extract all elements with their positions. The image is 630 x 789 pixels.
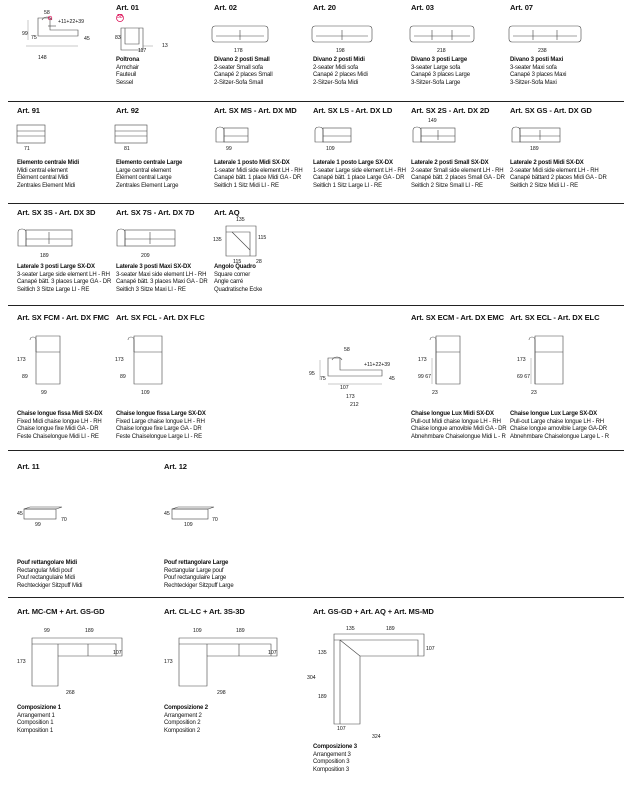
dim-label: 298 xyxy=(217,690,226,696)
dim-label: 75 xyxy=(31,35,37,41)
sofa-diagram xyxy=(310,24,374,46)
dim-label: 38 xyxy=(117,14,123,20)
dim-label: 71 xyxy=(24,146,30,152)
dim-label: 198 xyxy=(336,48,345,54)
dim-label: 89 xyxy=(22,374,28,380)
dim-label: 45 xyxy=(389,376,395,382)
item-description: Chaise longue Lux Midi SX-DX Pull-out Midi chaise longue LH - RH Chaise longue amovible Midi GA - DR Abnehmbare Chaiselongue Midi L - R xyxy=(411,411,507,440)
dim-label: 70 xyxy=(212,517,218,523)
item-description: Chaise longue Lux Large SX-DX Pull-out Large chaise longue LH - RH Chaise longue amovible Large GA-DR Abnehmbare Chaiselongue Large L - R xyxy=(510,411,609,440)
dim-label: 135 xyxy=(318,650,327,656)
item-title: Art. SX FCL - Art. DX FLC xyxy=(116,313,205,322)
item-title: Art. AQ xyxy=(214,208,240,217)
dim-label: 135 xyxy=(236,217,245,223)
dim-label: 135 xyxy=(346,626,355,632)
dim-label: 149 xyxy=(428,118,437,124)
dim-label: 45 xyxy=(17,511,23,517)
dim-label: 107 xyxy=(268,650,277,656)
dim-label: 189 xyxy=(40,253,49,259)
chaise-longue-diagram xyxy=(28,334,68,392)
dim-label: 58 xyxy=(44,10,50,16)
separator xyxy=(8,203,624,204)
dim-label: 99 xyxy=(41,390,47,396)
dim-label: 178 xyxy=(234,48,243,54)
dim-label: 109 xyxy=(193,628,202,634)
side-element-diagram xyxy=(313,124,357,146)
dim-label: 148 xyxy=(38,55,47,61)
dim-label: 107 xyxy=(340,385,349,391)
sofa-diagram xyxy=(408,24,478,46)
dim-label: 115 xyxy=(258,235,267,241)
item-title: Art. 03 xyxy=(411,3,434,12)
item-description: Laterale 3 posti Maxi SX-DX 3-seater Maxi side element LH - RH Canapé bätt. 3 places Maxi GA - DR Seitlich 3 Sitze Maxi LI - RE xyxy=(116,264,208,293)
dim-label: 45 xyxy=(164,511,170,517)
pullout-chaise-diagram xyxy=(527,334,571,392)
item-title: Art. 11 xyxy=(17,462,40,471)
dim-label: 218 xyxy=(437,48,446,54)
dim-label: 28 xyxy=(256,259,262,265)
dim-label: 13 xyxy=(162,43,168,49)
dim-label: 58 xyxy=(344,347,350,353)
dim-label: 304 xyxy=(307,675,316,681)
dim-label: 173 xyxy=(164,659,173,665)
dim-label: 45 xyxy=(84,36,90,42)
dim-label: 173 xyxy=(346,394,355,400)
chaise-longue-diagram xyxy=(126,334,170,392)
dim-label: 189 xyxy=(318,694,327,700)
item-title: Art. SX ECM - Art. DX EMC xyxy=(411,313,504,322)
item-description: Laterale 1 posto Midi SX-DX 1-seater Midi side element LH - RH Canapé bätt. 1 place Midi GA - DR Seitlich 1 Sitz Midi LI - RE xyxy=(214,160,303,189)
item-title: Art. 07 xyxy=(510,3,533,12)
separator xyxy=(8,101,624,102)
dim-label: 99 xyxy=(35,522,41,528)
dim-label: 107 xyxy=(426,646,435,652)
square-corner-diagram xyxy=(224,224,267,264)
item-title: Art. SX FCM - Art. DX FMC xyxy=(17,313,110,322)
item-description: Angolo Quadro Square corner Angle carré Quadratische Ecke xyxy=(214,264,263,293)
side-element-diagram xyxy=(214,124,254,146)
item-description: Elemento centrale Large Large central element Élément central Large Zentrales Element Large xyxy=(116,160,183,189)
item-title: Art. 91 xyxy=(17,106,40,115)
central-element-diagram xyxy=(16,124,50,146)
side-element-diagram xyxy=(16,226,76,250)
item-description: Composizione 1 Arrangement 1 Composition 1 Komposition 1 xyxy=(17,705,61,734)
dim-label: +11+22+39 xyxy=(364,362,391,368)
central-element-diagram xyxy=(114,124,150,146)
item-description: Laterale 1 posto Large SX-DX 1-seater Large side element LH - RH Canapé bätt. 1 place Large GA - DR Seitlich 1 Sitz Large LI - RE xyxy=(313,160,406,189)
item-description: Pouf rettangolare Midi Rectangular Midi pouf Pouf rectangulaire Midi Rechteckiger Sitzpuff Midi xyxy=(17,560,83,589)
item-description: Elemento centrale Midi Midi central element Élément central Midi Zentrales Element Midi xyxy=(17,160,80,189)
dim-label: 89 xyxy=(120,374,126,380)
item-description: Chaise longue fissa Large SX-DX Fixed Large chaise longue LH - RH Chaise longue fixe Large GA - DR Feste Chaiselongue Large LI - RE xyxy=(116,411,206,440)
composition-diagram xyxy=(28,634,128,692)
dim-label: +11+22+39 xyxy=(58,19,85,25)
dim-label: 99 67 xyxy=(418,374,431,380)
item-description: Poltrona Armchair Fauteuil Sessel xyxy=(116,57,140,86)
pullout-chaise-diagram xyxy=(428,334,468,392)
item-title: Art. SX ECL - Art. DX ELC xyxy=(510,313,600,322)
item-description: Laterale 2 posti Midi SX-DX 2-seater Midi side element LH - RH Canapé bättard 2 places Midi GA - DR Seitlich 2 Sitze Midi LI - RE xyxy=(510,160,607,189)
sofa-diagram xyxy=(507,24,583,46)
item-title: Art. GS-GD + Art. AQ + Art. MS-MD xyxy=(313,607,434,616)
dim-label: 189 xyxy=(85,628,94,634)
dim-label: 107 xyxy=(113,650,122,656)
dim-label: 189 xyxy=(530,146,539,152)
dim-label: 99 xyxy=(44,628,50,634)
dim-label: 189 xyxy=(386,626,395,632)
dim-label: 209 xyxy=(141,253,150,259)
item-title: Art. CL-LC + Art. 3S-3D xyxy=(164,607,245,616)
dim-label: 109 xyxy=(184,522,193,528)
item-title: Art. 92 xyxy=(116,106,139,115)
side-element-diagram xyxy=(411,124,461,146)
item-description: Laterale 2 posti Small SX-DX 2-seater Small side element LH - RH Canapé bätt. 2 places Small GA - DR Seitlich 2 Sitze Small LI - RE xyxy=(411,160,505,189)
item-title: Art. SX LS - Art. DX LD xyxy=(313,106,393,115)
dim-label: 109 xyxy=(141,390,150,396)
separator xyxy=(8,305,624,306)
item-title: Art. 12 xyxy=(164,462,187,471)
item-description: Pouf rettangolare Large Rectangular Large pouf Pouf rectangulaire Large Rechteckiger Sitzpuff Large xyxy=(164,560,234,589)
pouf-diagram xyxy=(170,505,218,523)
item-description: Divano 2 posti Midi 2-seater Midi sofa Canapé 2 places Midi 2-Sitzer-Sofa Midi xyxy=(313,57,368,86)
dim-label: 324 xyxy=(372,734,381,740)
item-title: Art. SX MS - Art. DX MD xyxy=(214,106,297,115)
dim-label: 23 xyxy=(531,390,537,396)
item-title: Art. 20 xyxy=(313,3,336,12)
item-description: Divano 2 posti Small 2-seater Small sofa Canapé 2 places Small 2-Sitzer-Sofa Small xyxy=(214,57,273,86)
dim-label: 173 xyxy=(17,357,26,363)
dim-label: 107 xyxy=(337,726,346,732)
side-element-diagram xyxy=(115,226,179,250)
item-description: Laterale 3 posti Large SX-DX 3-seater Large side element LH - RH Canapé bätt. 3 places Large GA - DR Seitlich 3 Sitze Large LI - RE xyxy=(17,264,112,293)
dim-label: 69 67 xyxy=(517,374,530,380)
separator xyxy=(8,597,624,598)
dim-label: 75 xyxy=(320,376,326,382)
item-title: Art. SX 7S - Art. DX 7D xyxy=(116,208,195,217)
dim-label: 83 xyxy=(115,35,121,41)
dim-label: 115 xyxy=(233,259,242,265)
item-title: Art. MC-CM + Art. GS-GD xyxy=(17,607,105,616)
composition-diagram xyxy=(175,634,283,692)
dim-label: 173 xyxy=(517,357,526,363)
side-element-diagram xyxy=(510,124,566,146)
dim-label: 95 xyxy=(309,371,315,377)
item-title: Art. SX 2S - Art. DX 2D xyxy=(411,106,490,115)
item-description: Divano 3 posti Large 3-seater Large sofa Canapé 3 places Large 3-Sitzer-Sofa Large xyxy=(411,57,470,86)
item-description: Chaise longue fissa Midi SX-DX Fixed Midi chaise longue LH - RH Chaise longue fixe Midi GA - DR Feste Chaiselongue Midi LI - RE xyxy=(17,411,103,440)
dim-label: 81 xyxy=(124,146,130,152)
dim-label: 238 xyxy=(538,48,547,54)
item-description: Composizione 3 Arrangement 3 Composition 3 Komposition 3 xyxy=(313,744,357,773)
composition-corner-diagram xyxy=(330,630,430,730)
item-title: Art. 01 xyxy=(116,3,139,12)
dim-label: 23 xyxy=(432,390,438,396)
dim-label: 173 xyxy=(418,357,427,363)
dim-label: 99 xyxy=(226,146,232,152)
item-description: Divano 3 posti Maxi 3-seater Maxi sofa Canapé 3 places Maxi 3-Sitzer-Sofa Maxi xyxy=(510,57,567,86)
dim-label: 173 xyxy=(115,357,124,363)
dim-label: 99 xyxy=(22,31,28,37)
dim-label: 268 xyxy=(66,690,75,696)
item-description: Composizione 2 Arrangement 2 Composition 2 Komposition 2 xyxy=(164,705,208,734)
sofa-diagram xyxy=(210,24,270,46)
separator xyxy=(8,450,624,451)
item-title: Art. SX GS - Art. DX GD xyxy=(510,106,592,115)
chaise-profile-diagram xyxy=(310,350,400,390)
item-title: Art. SX 3S - Art. DX 3D xyxy=(17,208,96,217)
item-title: Art. 02 xyxy=(214,3,237,12)
dim-label: 212 xyxy=(350,402,359,408)
dim-label: 173 xyxy=(17,659,26,665)
dim-label: 135 xyxy=(213,237,222,243)
dim-label: 117 xyxy=(138,48,147,54)
dim-label: 189 xyxy=(236,628,245,634)
dim-label: 109 xyxy=(326,146,335,152)
dim-label: 70 xyxy=(61,517,67,523)
pouf-diagram xyxy=(22,505,66,523)
